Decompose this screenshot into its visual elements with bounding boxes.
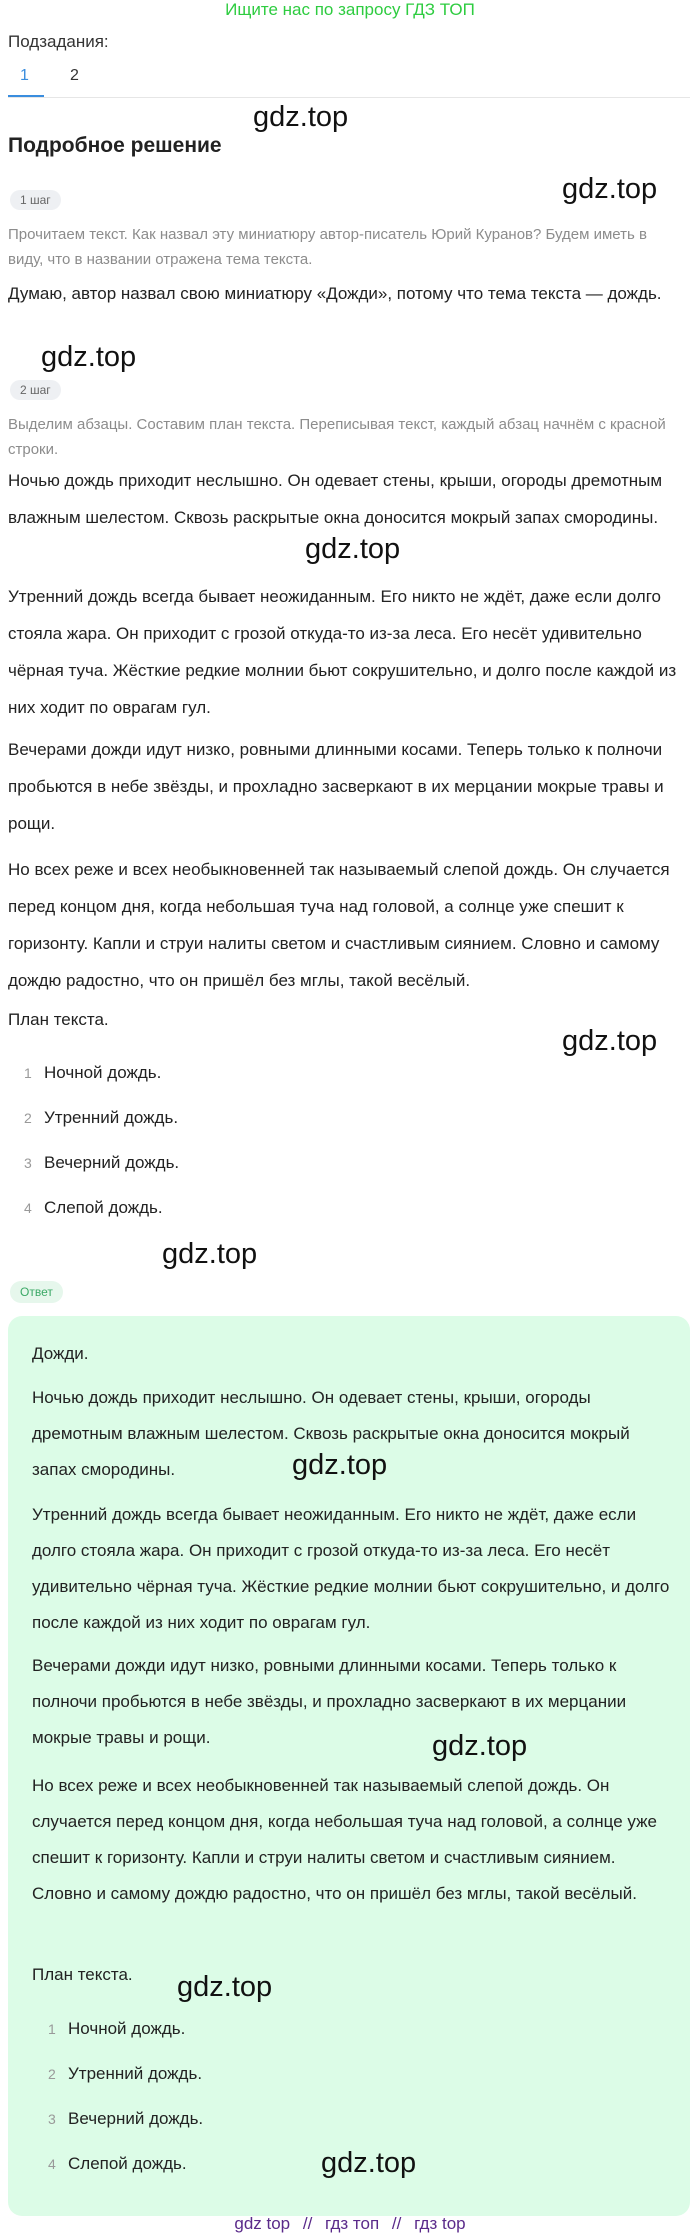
tab-subtask-1[interactable]: 1 xyxy=(20,67,29,84)
answer-paragraph: Вечерами дожди идут низко, ровными длинными косами. Теперь только к полночи пробьются в небе звёзды, и прохладно засверкают в их мерцании мокрые травы и рощи. xyxy=(32,1656,627,1747)
footer-separator: // xyxy=(302,2214,313,2233)
watermark: gdz.top xyxy=(562,173,658,205)
answer-plan-number: 3 xyxy=(48,2111,56,2127)
subtasks-label: Подзадания: xyxy=(8,32,109,51)
answer-paragraph: Утренний дождь всегда бывает неожиданным. Его никто не ждёт, даже если долго стояла жара. Он приходит с грозой откуда-то из-за леса. Его несёт удивительно чёрная туча. Жёсткие редкие молнии бьют сокрушительно, и долго после каждой из них ходит по оврагам гул. xyxy=(32,1505,670,1632)
watermark: gdz.top xyxy=(177,1971,273,2003)
answer-plan-item: Вечерний дождь. xyxy=(68,2109,204,2128)
footer-link[interactable]: gdz top xyxy=(234,2214,291,2233)
step-2-paragraph: Вечерами дожди идут низко, ровными длинными косами. Теперь только к полночи пробьются в небе звёзды, и прохладно засверкают в их мерцании мокрые травы и рощи. xyxy=(8,740,664,833)
answer-plan-item: Слепой дождь. xyxy=(68,2154,187,2173)
plan-item: Вечерний дождь. xyxy=(44,1153,180,1172)
watermark: gdz.top xyxy=(41,341,137,373)
step-1-note: Прочитаем текст. Как назвал эту миниатюру автор-писатель Юрий Куранов? Будем иметь в виду, что в названии отражена тема текста. xyxy=(8,226,647,268)
step-2-plan-title: План текста. xyxy=(8,1010,109,1029)
step-1-text: Думаю, автор назвал свою миниатюру «Дожди», потому что тема текста — дождь. xyxy=(8,284,662,303)
plan-item: Ночной дождь. xyxy=(44,1063,162,1082)
search-banner: Ищите нас по запросу ГДЗ ТОП xyxy=(225,0,475,19)
watermark: gdz.top xyxy=(292,1449,388,1481)
step-2-paragraph: Ночью дождь приходит неслышно. Он одевает стены, крыши, огороды дремотным влажным шелестом. Сквозь раскрытые окна доносится мокрый запах смородины. xyxy=(8,471,663,527)
answer-plan-number: 2 xyxy=(48,2066,56,2082)
tabs-divider xyxy=(8,97,690,98)
answer-paragraph: Ночью дождь приходит неслышно. Он одевает стены, крыши, огороды дремотным влажным шелестом. Сквозь раскрытые окна доносится мокрый запах смородины. xyxy=(32,1388,630,1479)
tab-subtask-2[interactable]: 2 xyxy=(70,67,79,84)
answer-badge: Ответ xyxy=(10,1281,63,1303)
watermark: gdz.top xyxy=(253,101,349,133)
plan-item-number: 1 xyxy=(24,1065,32,1081)
step-2-badge: 2 шаг xyxy=(10,380,61,400)
answer-plan-item: Ночной дождь. xyxy=(68,2019,186,2038)
step-2-note: Выделим абзацы. Составим план текста. Переписывая текст, каждый абзац начнём с красной строки. xyxy=(8,416,666,458)
plan-item-number: 3 xyxy=(24,1155,32,1171)
plan-item: Слепой дождь. xyxy=(44,1198,163,1217)
answer-plan-title: План текста. xyxy=(32,1965,133,1984)
step-2-paragraph: Утренний дождь всегда бывает неожиданным. Его никто не ждёт, даже если долго стояла жара. Он приходит с грозой откуда-то из-за леса. Его несёт удивительно чёрная туча. Жёсткие редкие молнии бьют сокрушительно, и долго после каждой из них ходит по оврагам гул. xyxy=(8,587,677,717)
plan-item-number: 2 xyxy=(24,1110,32,1126)
plan-item-number: 4 xyxy=(24,1200,32,1216)
answer-title: Дожди. xyxy=(32,1344,89,1363)
plan-item: Утренний дождь. xyxy=(44,1108,179,1127)
watermark: gdz.top xyxy=(162,1238,258,1270)
page-title: Подробное решение xyxy=(8,134,222,157)
step-1-badge: 1 шаг xyxy=(10,190,61,210)
footer-separator: // xyxy=(391,2214,402,2233)
watermark: gdz.top xyxy=(305,533,401,565)
footer-link[interactable]: гдз топ xyxy=(325,2214,380,2233)
footer-links xyxy=(0,2214,700,2234)
answer-plan-number: 1 xyxy=(48,2021,56,2037)
footer-link[interactable]: гдз top xyxy=(414,2214,466,2233)
watermark: gdz.top xyxy=(562,1025,658,1057)
answer-plan-number: 4 xyxy=(48,2156,56,2172)
answer-paragraph: Но всех реже и всех необыкновенней так называемый слепой дождь. Он случается перед концом дня, когда небольшая туча над головой, а солнце уже спешит к горизонту. Капли и струи налиты светом и счастливым сиянием. Словно и самому дождю радостно, что он пришёл без мглы, такой весёлый. xyxy=(32,1776,657,1903)
watermark: gdz.top xyxy=(321,2147,417,2179)
answer-plan-item: Утренний дождь. xyxy=(68,2064,203,2083)
step-2-paragraph: Но всех реже и всех необыкновенней так называемый слепой дождь. Он случается перед концом дня, когда небольшая туча над головой, а солнце уже спешит к горизонту. Капли и струи налиты светом и счастливым сиянием. Словно и самому дождю радостно, что он пришёл без мглы, такой весёлый. xyxy=(8,860,670,990)
watermark: gdz.top xyxy=(432,1730,528,1762)
